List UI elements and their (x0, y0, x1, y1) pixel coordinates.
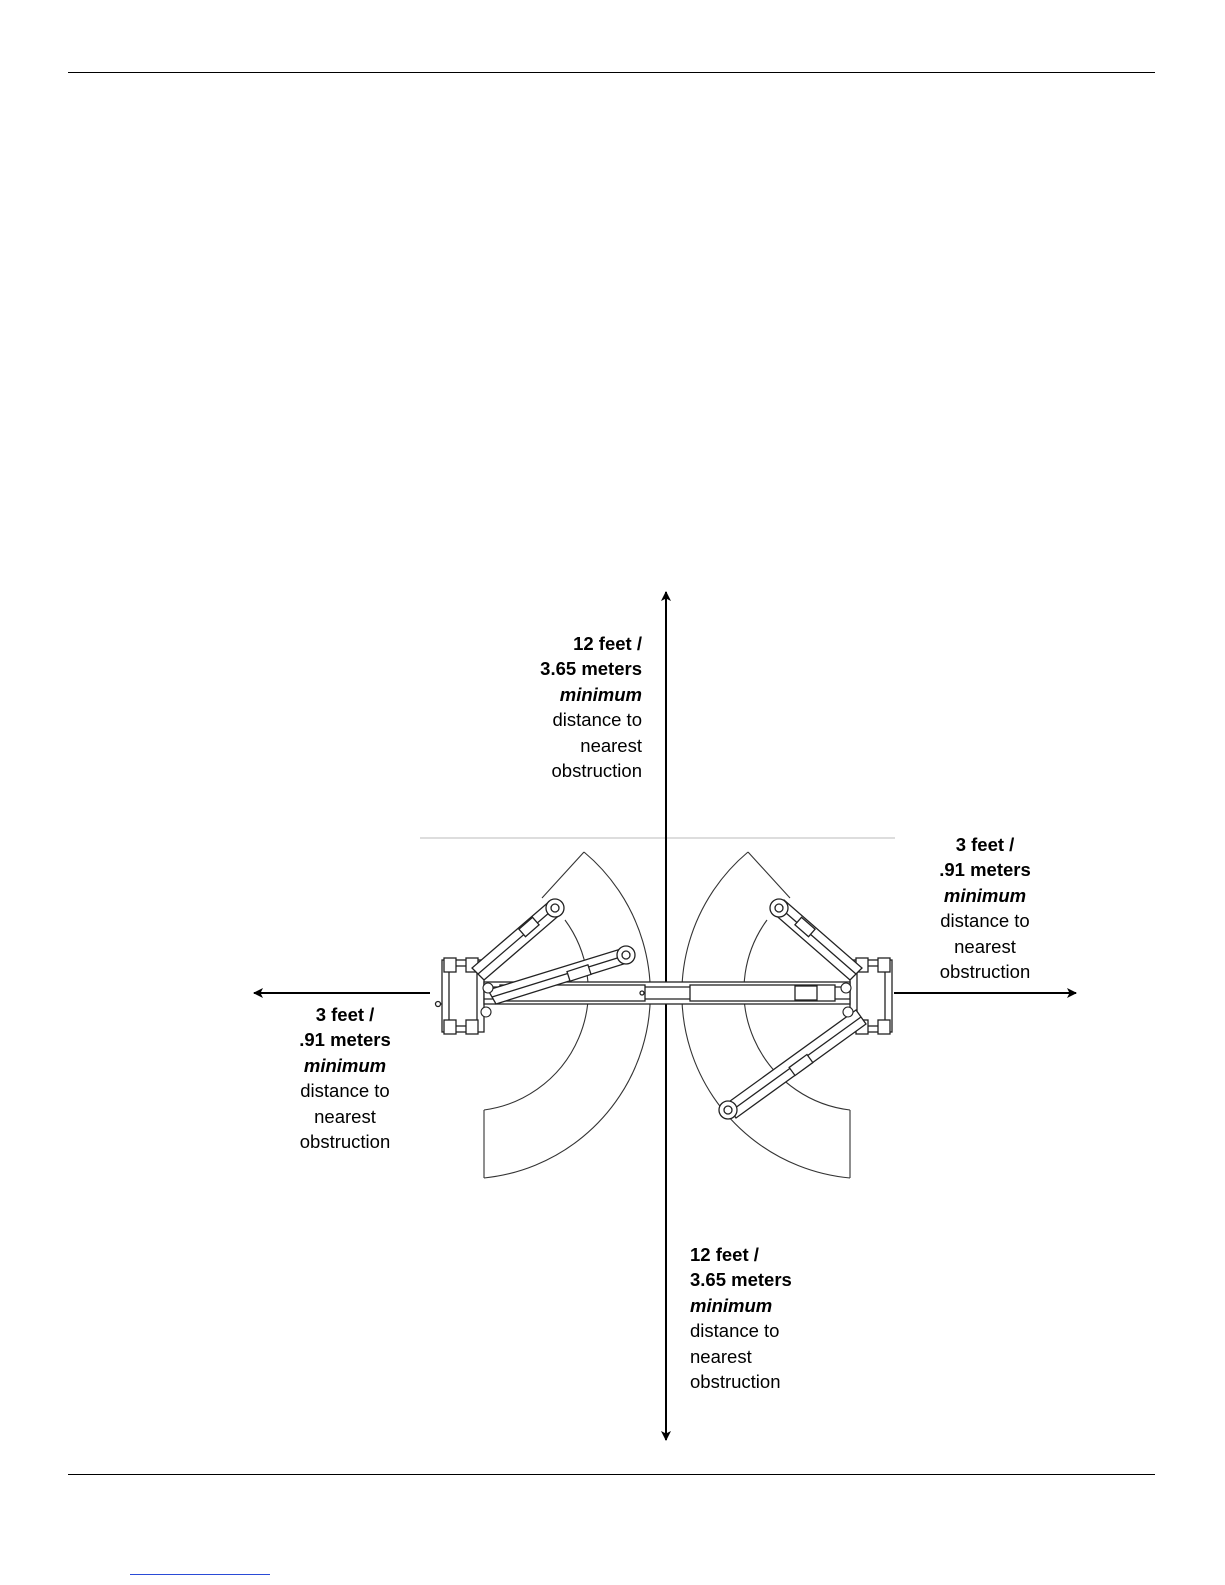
top-label-minimum: minimum (559, 683, 642, 705)
bottom-label-minimum: minimum (690, 1294, 773, 1316)
bottom-label-text-2: nearest (690, 1345, 752, 1367)
right-label-text-3: obstruction (939, 961, 1031, 983)
bottom-label-distance-feet: 12 feet / (690, 1244, 759, 1265)
bottom-label-distance-meters: 3.65 meters (690, 1269, 792, 1291)
right-label-distance-feet: 3 feet / (955, 834, 1015, 855)
top-label-text-1: distance to (552, 709, 642, 731)
right-label-text-2: nearest (954, 935, 1016, 957)
right-label-minimum: minimum (943, 884, 1027, 906)
bottom-clearance-label (690, 1242, 850, 1394)
left-label-text-2: nearest (314, 1105, 376, 1127)
footer-link-underline[interactable] (130, 1574, 270, 1575)
right-arm-swing-arc (682, 852, 850, 1178)
left-upper-arm (472, 899, 564, 980)
right-lower-arm (719, 1010, 866, 1119)
left-arm-swing-arc (484, 852, 650, 1178)
left-label-distance-feet: 3 feet / (315, 1004, 375, 1025)
right-upper-arm (770, 899, 862, 980)
top-clearance-label (500, 631, 642, 783)
bottom-label-text-3: obstruction (690, 1371, 781, 1393)
left-label-text-1: distance to (300, 1080, 390, 1102)
left-label-text-3: obstruction (299, 1131, 391, 1153)
bottom-label-text-1: distance to (690, 1320, 780, 1342)
left-clearance-label (280, 1002, 410, 1154)
left-label-distance-meters: .91 meters (299, 1029, 391, 1051)
right-label-distance-meters: .91 meters (939, 859, 1031, 881)
right-clearance-label (920, 832, 1050, 984)
top-label-text-2: nearest (580, 734, 642, 756)
top-label-distance-feet: 12 feet / (573, 633, 642, 654)
top-label-distance-meters: 3.65 meters (540, 658, 642, 680)
top-label-text-3: obstruction (551, 760, 642, 782)
right-label-text-1: distance to (940, 910, 1030, 932)
left-label-minimum: minimum (303, 1054, 387, 1076)
